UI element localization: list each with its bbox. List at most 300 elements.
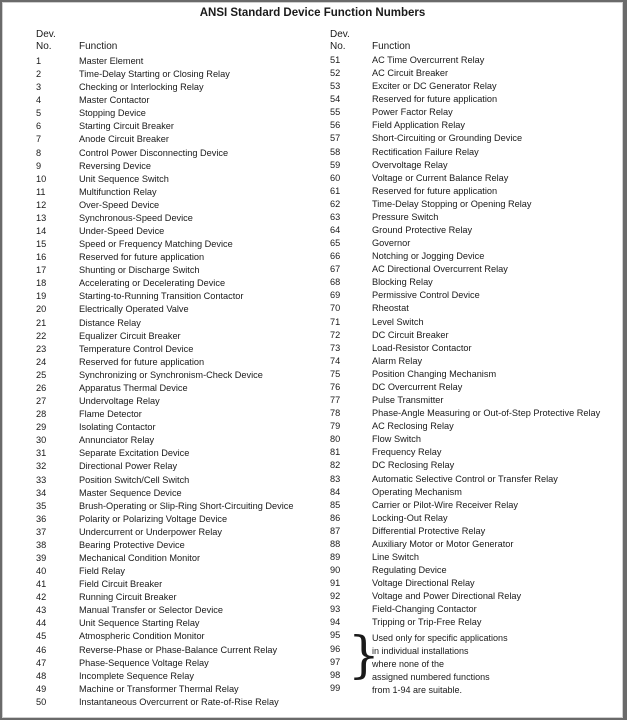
table-row [36,160,321,173]
device-function: Under-Speed Device [79,226,165,237]
device-number: 59 [330,159,341,170]
device-number: 16 [36,252,47,263]
device-number: 82 [330,460,341,471]
reserved-note [372,632,508,697]
table-row [36,395,321,408]
table-row [36,460,321,473]
device-function: DC Circuit Breaker [372,329,449,340]
table-row [36,199,321,212]
device-function: Synchronous-Speed Device [79,212,193,223]
device-number: 31 [36,448,47,459]
table-row [36,225,321,238]
device-function: Over-Speed Device [79,199,160,210]
device-function: Position Changing Mechanism [372,368,497,379]
table-row [36,617,321,630]
table-row [330,119,620,132]
device-number: 47 [36,657,47,668]
device-function: Rheostat [372,303,409,314]
device-function: Reserved for future application [372,185,498,196]
table-row [330,433,620,446]
table-row [330,499,620,512]
device-function: Undervoltage Relay [79,396,160,407]
table-row [330,263,620,276]
device-number: 76 [330,381,341,392]
device-function: Polarity or Polarizing Voltage Device [79,513,228,524]
device-function: Line Switch [372,551,419,562]
device-number: 37 [36,526,47,537]
device-number: 93 [330,604,341,615]
device-number: 51 [330,55,341,65]
device-function: AC Reclosing Relay [372,421,454,432]
function-header: Function [372,41,411,52]
device-number: 38 [36,539,47,550]
device-number: 79 [330,421,341,432]
device-number: 55 [330,107,341,118]
device-function: Automatic Selective Control or Transfer Relay [372,473,558,484]
table-row [330,106,620,119]
table-row [36,670,321,683]
device-number: 13 [36,212,47,223]
device-function: AC Directional Overcurrent Relay [372,264,508,275]
device-function: Reverse-Phase or Phase-Balance Current Relay [79,644,278,655]
device-function: Level Switch [372,316,424,327]
device-number: 23 [36,343,47,354]
device-function: Frequency Relay [372,447,442,458]
device-number: 81 [330,447,341,458]
device-number: 54 [330,94,341,105]
device-number: 24 [36,356,47,367]
device-number: 28 [36,409,47,420]
device-number: 15 [36,239,47,250]
right-header [330,29,620,54]
table-row [330,159,620,172]
table-row [330,590,620,603]
table-row [330,473,620,486]
device-number: 94 [330,617,341,628]
table-row [330,329,620,342]
table-row [36,434,321,447]
brace-icon: } [348,626,380,684]
table-row [36,382,321,395]
device-number: 66 [330,251,341,262]
device-function: Control Power Disconnecting Device [79,147,229,158]
device-number: 86 [330,512,341,523]
device-number: 27 [36,396,47,407]
device-number: 17 [36,265,47,276]
table-row [36,68,321,81]
table-row [36,474,321,487]
note-line: assigned numbered functions [372,672,490,683]
table-row [330,577,620,590]
table-row [330,132,620,145]
table-row [36,552,321,565]
note-line: from 1-94 are suitable. [372,685,463,696]
device-number: 95 [330,630,341,641]
device-function: DC Overcurrent Relay [372,381,463,392]
device-function: AC Time Overcurrent Relay [372,55,485,65]
device-number: 39 [36,552,47,563]
device-number: 29 [36,422,47,433]
device-number: 12 [36,199,47,210]
device-number: 58 [330,146,341,157]
device-number: 70 [330,303,341,314]
device-number: 60 [330,172,341,183]
device-number: 88 [330,538,341,549]
table-row [330,512,620,525]
table-row [36,487,321,500]
note-line: Used only for specific applications [372,633,508,643]
table-row [36,317,321,330]
device-number: 49 [36,683,47,694]
table-row [330,224,620,237]
note-line: in individual installations [372,646,469,657]
table-row [330,603,620,616]
device-function: Reversing Device [79,160,151,171]
table-row [36,565,321,578]
device-function: Checking or Interlocking Relay [79,82,204,93]
left-rows [36,55,321,709]
device-number: 11 [36,186,46,197]
device-number: 43 [36,605,47,616]
device-function: Speed or Frequency Matching Device [79,239,233,250]
device-function: Reserved for future application [372,94,498,105]
table-row [330,276,620,289]
table-row [330,355,620,368]
table-row [36,421,321,434]
device-function: Anode Circuit Breaker [79,134,169,145]
device-function: Master Element [79,56,144,66]
device-number: 74 [330,355,341,366]
device-function: Annunciator Relay [79,435,155,446]
table-row [36,591,321,604]
table-row [330,564,620,577]
device-number: 84 [330,486,341,497]
device-function: Alarm Relay [372,355,423,366]
device-function: Voltage or Current Balance Relay [372,172,509,183]
device-function: Operating Mechanism [372,486,462,497]
device-number: 97 [330,656,341,667]
device-number: 68 [330,277,341,288]
device-function: Master Sequence Device [79,487,182,498]
device-number: 36 [36,513,47,524]
device-number: 80 [330,434,341,445]
device-number: 69 [330,290,341,301]
device-number: 48 [36,670,47,681]
device-function: Overvoltage Relay [372,159,448,170]
table-row [36,277,321,290]
device-function: Multifunction Relay [79,186,157,197]
right-rows [330,54,620,695]
table-row [330,316,620,329]
device-function: DC Reclosing Relay [372,460,455,471]
device-function: Locking-Out Relay [372,512,448,523]
device-number: 83 [330,473,341,484]
device-function: Directional Power Relay [79,461,178,472]
table-row [36,696,321,709]
device-number: 10 [36,173,47,184]
device-number: 14 [36,226,47,237]
table-row [36,644,321,657]
device-number: 96 [330,643,341,654]
table-row [330,237,620,250]
device-function: Phase-Angle Measuring or Out-of-Step Protective Relay [372,408,601,419]
device-function: Manual Transfer or Selector Device [79,605,223,616]
table-row [330,551,620,564]
table-row [36,447,321,460]
device-function: Shunting or Discharge Switch [79,265,200,276]
table-row [36,356,321,369]
function-header: Function [79,41,118,52]
device-function: Pressure Switch [372,211,439,222]
device-number: 61 [330,185,341,196]
device-number: 20 [36,304,47,315]
device-function: Reserved for future application [79,252,205,263]
device-function: Instantaneous Overcurrent or Rate-of-Rise Relay [79,696,279,707]
table-row [36,526,321,539]
table-row [330,289,620,302]
left-column [36,29,321,709]
device-number: 33 [36,474,47,485]
table-row [36,81,321,94]
table-row [36,513,321,526]
device-function: Unit Sequence Switch [79,173,169,184]
device-number: 71 [330,316,341,327]
device-function: Starting-to-Running Transition Contactor [79,291,244,302]
device-function: Brush-Operating or Slip-Ring Short-Circuiting Device [79,500,294,511]
table-row [36,120,321,133]
device-number: 56 [330,120,341,131]
device-function: Master Contactor [79,95,150,106]
device-number: 25 [36,369,47,380]
table-row [36,147,321,160]
table-row [36,303,321,316]
device-function: Time-Delay Stopping or Opening Relay [372,198,532,209]
device-function: Flow Switch [372,434,422,445]
table-row [330,381,620,394]
table-row [330,93,620,106]
device-function: Flame Detector [79,409,142,420]
device-function: Voltage and Power Directional Relay [372,591,522,602]
table-row [36,630,321,643]
device-number: 85 [330,499,341,510]
note-line: where none of the [372,659,445,670]
device-function: Equalizer Circuit Breaker [79,330,181,341]
table-row [36,107,321,120]
device-number: 19 [36,291,47,302]
table-row [36,251,321,264]
device-function: Load-Resistor Contactor [372,342,472,353]
device-function: Distance Relay [79,317,141,328]
dev-header: Dev. [330,29,350,40]
device-function: Unit Sequence Starting Relay [79,618,200,629]
table-row [36,330,321,343]
table-row [330,250,620,263]
device-number: 1 [36,56,42,66]
table-row [36,212,321,225]
table-row [36,173,321,186]
device-function: Power Factor Relay [372,107,453,118]
device-number: 57 [330,133,341,144]
device-function: AC Circuit Breaker [372,68,449,79]
document-page [2,2,623,718]
device-function: Separate Excitation Device [79,448,190,459]
table-row [36,539,321,552]
device-number: 50 [36,696,47,707]
table-row [36,408,321,421]
device-function: Synchronizing or Synchronism-Check Device [79,369,263,380]
table-row [36,290,321,303]
table-row [36,369,321,382]
device-function: Bearing Protective Device [79,539,185,550]
device-number: 87 [330,525,341,536]
table-row [36,94,321,107]
device-function: Time-Delay Starting or Closing Relay [79,69,230,80]
device-number: 77 [330,395,341,406]
device-number: 30 [36,435,47,446]
table-row [330,446,620,459]
device-function: Governor [372,238,411,249]
table-row [330,54,620,67]
device-function: Regulating Device [372,565,447,576]
device-function: Field Circuit Breaker [79,579,163,590]
table-row [36,55,321,68]
device-function: Short-Circuiting or Grounding Device [372,133,523,144]
device-function: Machine or Transformer Thermal Relay [79,683,239,694]
device-number: 46 [36,644,47,655]
table-row [36,683,321,696]
table-row [330,80,620,93]
device-number: 2 [36,69,42,80]
device-number: 40 [36,566,47,577]
device-function: Stopping Device [79,108,146,119]
device-function: Reserved for future application [79,356,205,367]
device-number: 65 [330,238,341,249]
device-function: Apparatus Thermal Device [79,382,188,393]
device-function: Field-Changing Contactor [372,604,477,615]
page-title: ANSI Standard Device Function Numbers [199,7,426,19]
device-number: 44 [36,618,47,629]
table-row [330,198,620,211]
table-row [36,186,321,199]
device-function: Phase-Sequence Voltage Relay [79,657,209,668]
device-function: Exciter or DC Generator Relay [372,81,497,92]
table-row [330,185,620,198]
table-row [330,342,620,355]
device-number: 98 [330,669,341,680]
device-number: 9 [36,160,42,171]
device-number: 22 [36,330,47,341]
device-function: Starting Circuit Breaker [79,121,174,132]
device-number: 7 [36,134,42,145]
device-number: 92 [330,591,341,602]
device-function: Position Switch/Cell Switch [79,474,190,485]
device-function: Field Application Relay [372,120,465,131]
device-number: 67 [330,264,341,275]
device-function: Auxiliary Motor or Motor Generator [372,538,514,549]
device-number: 34 [36,487,47,498]
table-row [330,211,620,224]
device-number: 75 [330,368,341,379]
table-row [330,420,620,433]
device-function: Running Circuit Breaker [79,592,177,603]
dev-header: Dev. [36,29,56,40]
table-row [330,407,620,420]
device-function: Temperature Control Device [79,343,194,354]
device-number: 45 [36,631,47,642]
device-number: 21 [36,317,47,328]
table-row [330,486,620,499]
device-number: 26 [36,382,47,393]
device-function: Notching or Jogging Device [372,251,485,262]
device-number: 35 [36,500,47,511]
device-number: 6 [36,121,42,132]
device-number: 78 [330,408,341,419]
table-row [36,238,321,251]
device-function: Differential Protective Relay [372,525,486,536]
device-number: 99 [330,682,341,693]
device-function: Voltage Directional Relay [372,578,475,589]
table-row [330,368,620,381]
table-row [330,538,620,551]
table-row [36,264,321,277]
device-function: Incomplete Sequence Relay [79,670,194,681]
no-header: No. [36,41,52,52]
device-number: 8 [36,147,42,158]
device-function: Atmospheric Condition Monitor [79,631,205,642]
device-function: Accelerating or Decelerating Device [79,278,226,289]
table-row [36,604,321,617]
device-function: Carrier or Pilot-Wire Receiver Relay [372,499,519,510]
table-row [330,394,620,407]
table-row [36,133,321,146]
device-function: Undercurrent or Underpower Relay [79,526,222,537]
table-row [36,500,321,513]
device-function: Mechanical Condition Monitor [79,552,201,563]
device-number: 3 [36,82,42,93]
device-function: Field Relay [79,566,125,577]
device-number: 41 [36,579,47,590]
device-number: 18 [36,278,47,289]
device-number: 62 [330,198,341,209]
device-number: 64 [330,225,341,236]
table-row [330,67,620,80]
table-row [36,578,321,591]
device-number: 32 [36,461,47,472]
device-function: Tripping or Trip-Free Relay [372,617,482,628]
device-number: 90 [330,565,341,576]
device-function: Isolating Contactor [79,422,156,433]
device-function: Electrically Operated Valve [79,304,189,315]
device-number: 91 [330,578,341,589]
table-row [330,146,620,159]
right-column [330,29,620,695]
device-number: 4 [36,95,42,106]
device-function: Permissive Control Device [372,290,480,301]
table-row [36,343,321,356]
table-row [330,302,620,315]
device-number: 89 [330,551,341,562]
device-number: 73 [330,342,341,353]
device-function: Rectification Failure Relay [372,146,479,157]
table-row [36,657,321,670]
table-row [330,172,620,185]
device-function: Pulse Transmitter [372,395,444,406]
device-number: 5 [36,108,42,119]
device-number: 53 [330,81,341,92]
left-header [36,29,321,55]
device-number: 72 [330,329,341,340]
table-row [330,459,620,472]
